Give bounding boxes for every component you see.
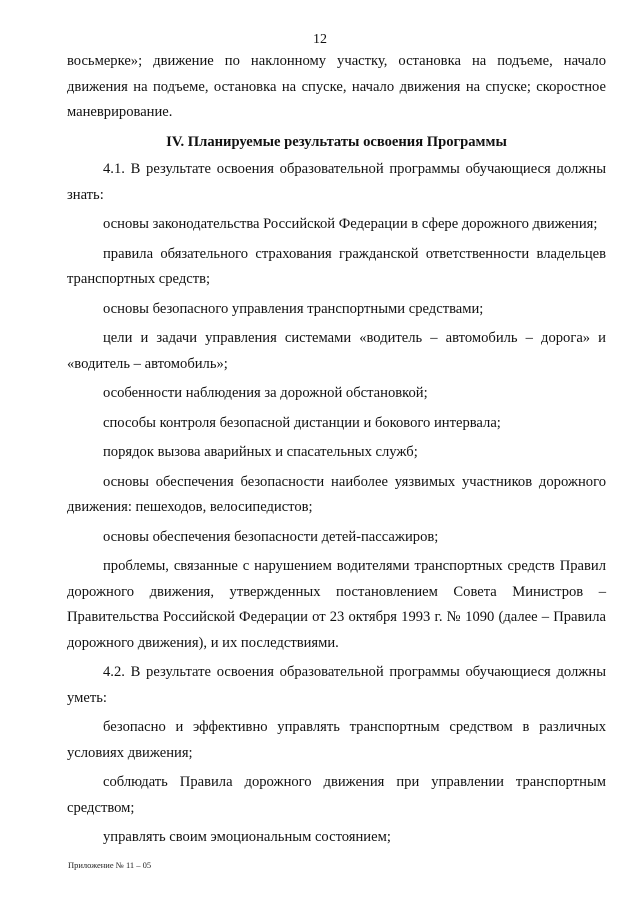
list-item-know: порядок вызова аварийных и спасательных служб; bbox=[103, 444, 418, 460]
paragraph-4-2: 4.2. В результате освоения образовательной программы обучающиеся должны уметь: bbox=[67, 664, 606, 706]
document-body bbox=[67, 49, 606, 851]
list-item-know: основы обеспечения безопасности наиболее уязвимых участников дорожного движения: пешеходов, велосипедистов; bbox=[67, 473, 606, 515]
list-item-able: управлять своим эмоциональным состоянием; bbox=[103, 829, 391, 845]
list-item-know: основы обеспечения безопасности детей-пассажиров; bbox=[103, 528, 439, 545]
list-item-know: особенности наблюдения за дорожной обстановкой; bbox=[103, 385, 428, 401]
list-item-able: безопасно и эффективно управлять транспортным средством в различных условиях движения; bbox=[67, 719, 606, 761]
list-item-know: основы законодательства Российской Федерации в сфере дорожного движения; bbox=[103, 216, 598, 232]
paragraph-continuation: восьмерке»; движение по наклонному участку, остановка на подъеме, начало движения на подъеме, остановка на спуске, начало движения на спуске; скоростное маневрирование. bbox=[67, 53, 606, 120]
footer-note: Приложение № 11 – 05 bbox=[68, 860, 152, 870]
list-item-know: правила обязательного страхования гражданской ответственности владельцев транспортных средств; bbox=[67, 245, 606, 287]
list-item-know: способы контроля безопасной дистанции и бокового интервала; bbox=[103, 414, 501, 431]
section-heading: IV. Планируемые результаты освоения Программы bbox=[166, 133, 507, 150]
list-item-know: основы безопасного управления транспортными средствами; bbox=[103, 300, 484, 317]
page-number: 12 bbox=[313, 32, 327, 47]
list-item-able: соблюдать Правила дорожного движения при управлении транспортным средством; bbox=[67, 774, 606, 816]
paragraph-4-1: 4.1. В результате освоения образовательной программы обучающиеся должны знать: bbox=[67, 161, 606, 203]
list-item-know: проблемы, связанные с нарушением водителями транспортных средств Правил дорожного движения, утвержденных постановлением Совета Министров – Правительства Российской Федерации от 23 октября 1993 г. № 1090 (далее – Правила дорожного движения), и их последствиями. bbox=[67, 558, 606, 651]
list-item-know: цели и задачи управления системами «водитель – автомобиль – дорога» и «водитель – автомобиль»; bbox=[67, 330, 606, 372]
